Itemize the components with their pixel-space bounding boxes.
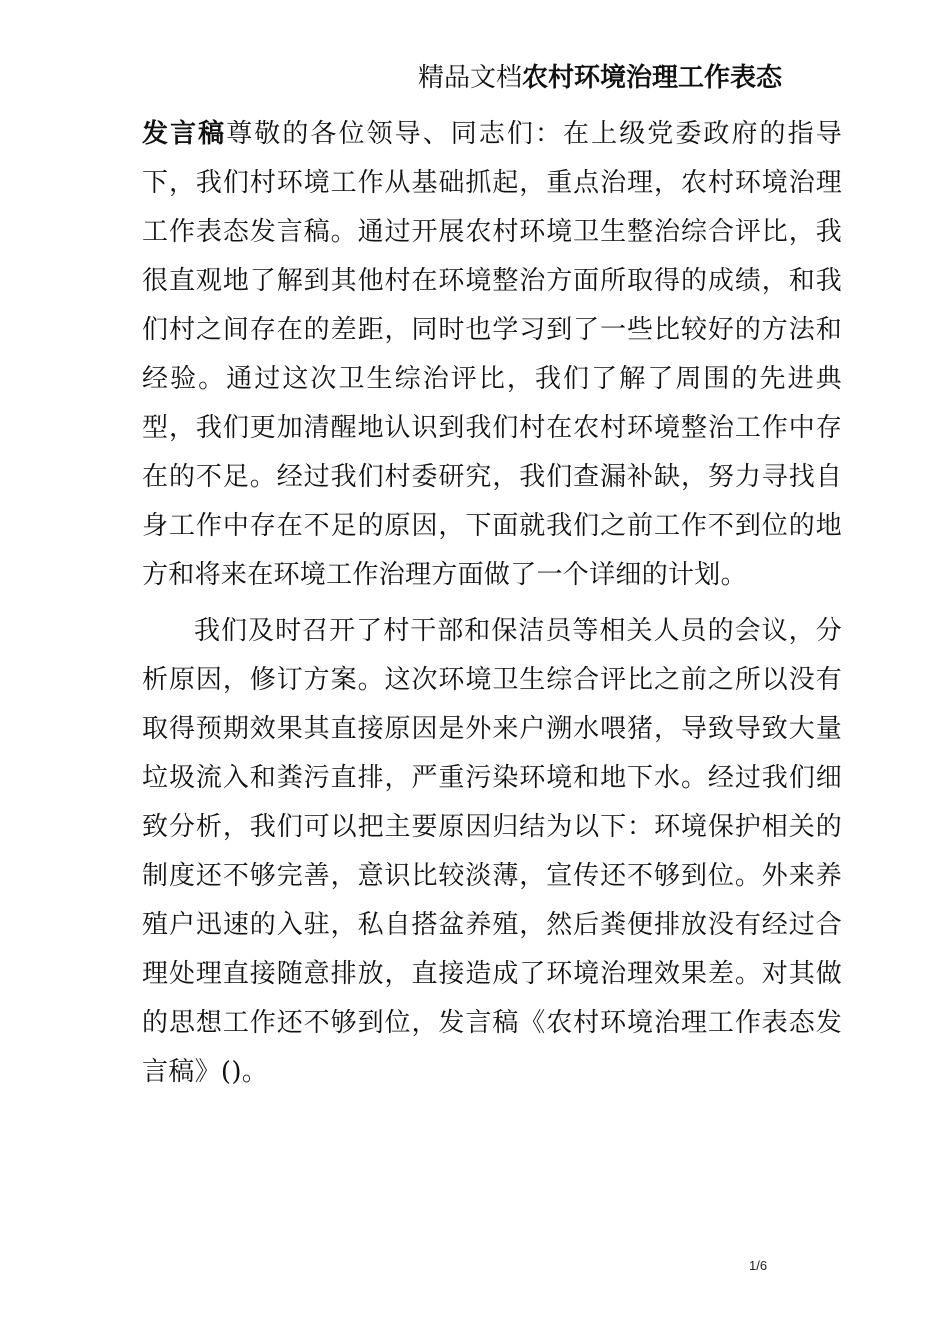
page-header (418, 60, 782, 96)
page-number: 1/6 (749, 1258, 768, 1273)
paragraph-1-text: 尊敬的各位领导、同志们：在上级党委政府的指导下，我们村环境工作从基础抓起，重点治理，农村环境治理工作表态发言稿。通过开展农村环境卫生整治综合评比，我很直观地了解到其他村在环境整治方面所取得的成绩，和我们村之间存在的差距，同时也学习到了一些比较好的方法和经验。通过这次卫生综治评比，我们了解了周围的先进典型，我们更加清醒地认识到我们村在农村环境整治工作中存在的不足。经过我们村委研究，我们查漏补缺，努力寻找自身工作中存在不足的原因，下面就我们之前工作不到位的地方和将来在环境工作治理方面做了一个详细的计划。 (142, 119, 842, 590)
document-title: 农村环境治理工作表态 (522, 63, 783, 93)
paragraph-1 (142, 110, 842, 600)
paragraph-2: 我们及时召开了村干部和保洁员等相关人员的会议，分析原因，修订方案。这次环境卫生综合评比之前之所以没有取得预期效果其直接原因是外来户溯水喂猪，导致导致大量垃圾流入和粪污直排，严重污染环境和地下水。经过我们细致分析，我们可以把主要原因归结为以下：环境保护相关的制度还不够完善，意识比较淡薄，宣传还不够到位。外来养殖户迅速的入驻，私自搭盆养殖，然后粪便排放没有经过合理处理直接随意排放，直接造成了环境治理效果差。对其做的思想工作还不够到位，发言稿《农村环境治理工作表态发言稿》()。 (142, 616, 842, 1087)
header-prefix: 精品文档 (418, 63, 523, 93)
document-body (142, 110, 842, 1097)
document-title-continued: 发言稿 (142, 119, 227, 149)
